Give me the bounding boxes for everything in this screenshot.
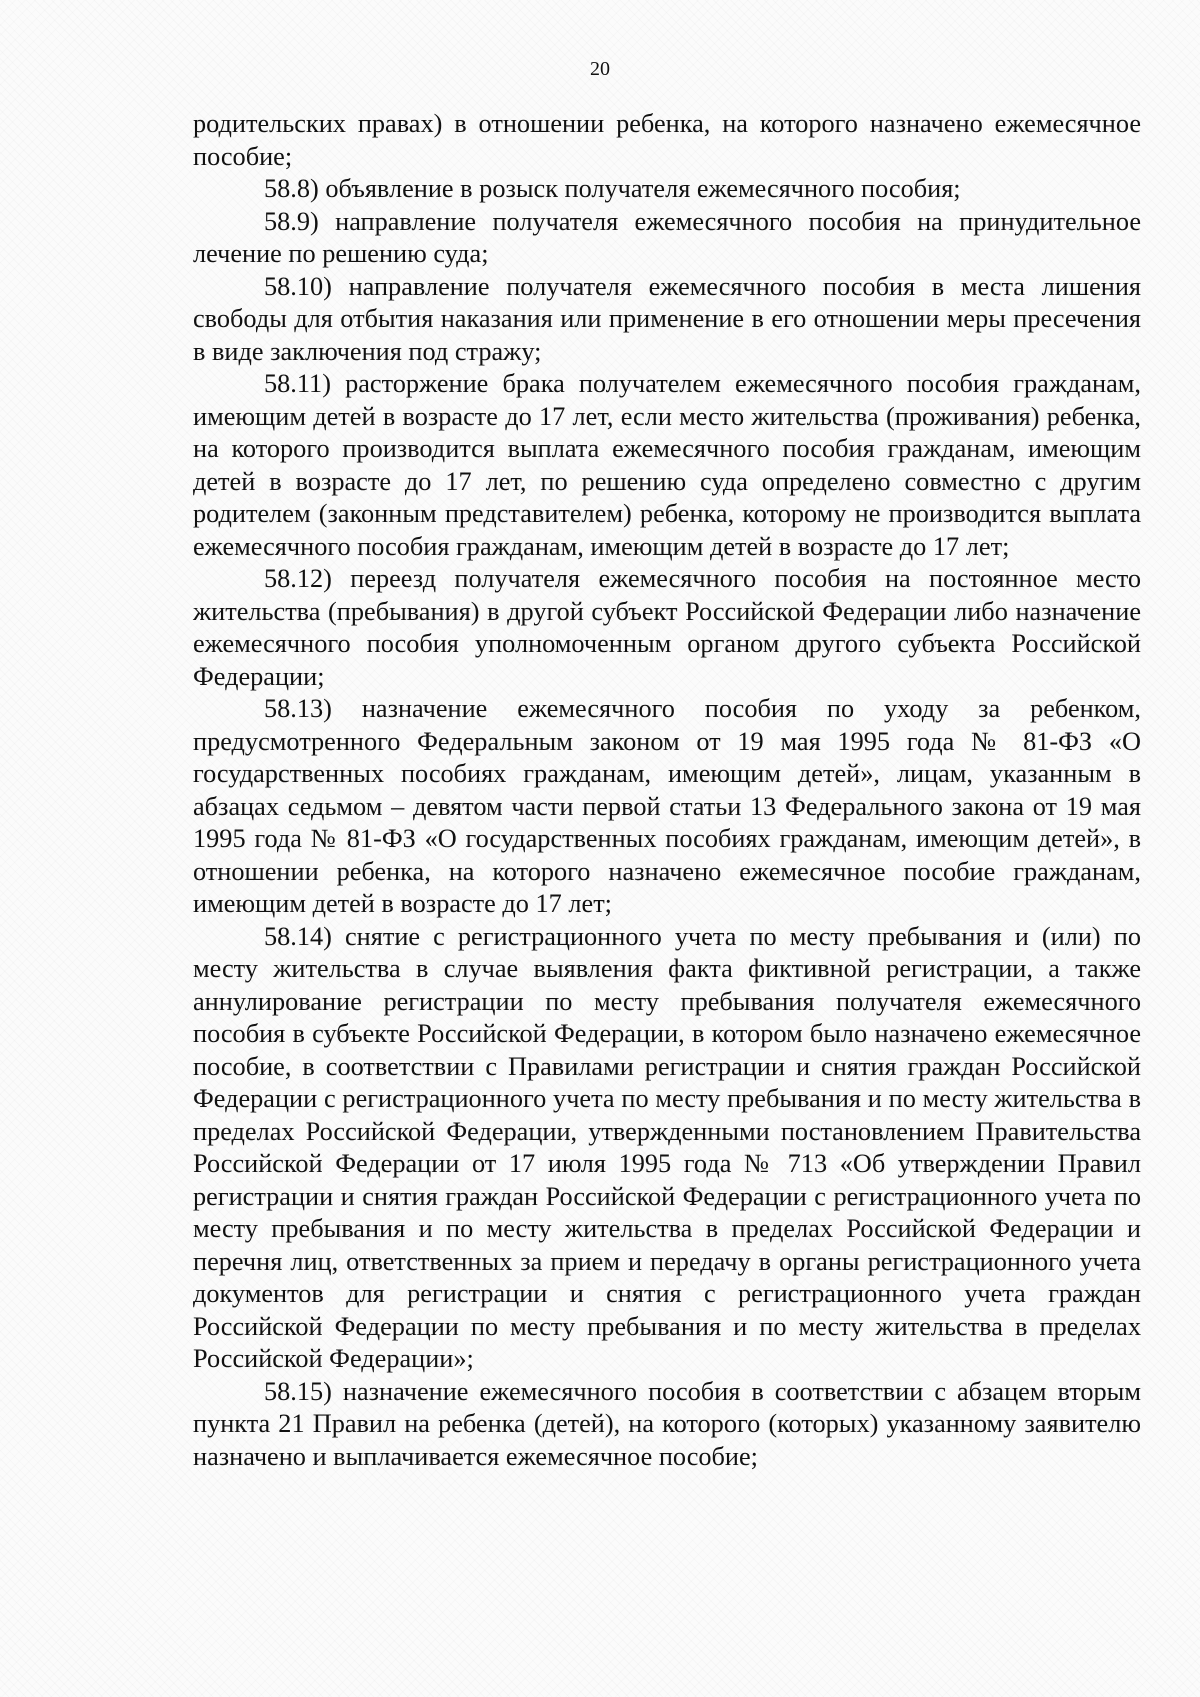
paragraph-58-13: 58.13) назначение ежемесячного пособия по уходу за ребенком, предусмотренного Федеральным законом от 19 мая 1995 года № 81-ФЗ «О государственных пособиях гражданам, имеющим детей», лицам, указанным в абзацах седьмом – девятом части первой статьи 13 Федерального закона от 19 мая 1995 года № 81-ФЗ «О государственных пособиях гражданам, имеющим детей», в отношении ребенка, на которого назначено ежемесячное пособие гражданам, имеющим детей в возрасте до 17 лет; [193,694,1141,918]
paragraph-58-9: 58.9) направление получателя ежемесячного пособия на принудительное лечение по решению суда; [193,206,1141,268]
page-number: 20 [590,58,610,80]
paragraph-58-8: 58.8) объявление в розыск получателя ежемесячного пособия; [264,174,961,203]
paragraph-58-12: 58.12) переезд получателя ежемесячного пособия на постоянное место жительства (пребывания) в другой субъект Российской Федерации либо назначение ежемесячного пособия уполномоченным органом другого субъекта Российской Федерации; [193,564,1141,691]
document-body [193,108,1141,1473]
paragraph-58-15: 58.15) назначение ежемесячного пособия в соответствии с абзацем вторым пункта 21 Правил на ребенка (детей), на которого (которых) указанному заявителю назначено и выплачивается ежемесячное пособие; [193,1376,1141,1471]
paragraph-continuation: родительских правах) в отношении ребенка, на которого назначено ежемесячное пособие; [193,109,1141,171]
paragraph-58-10: 58.10) направление получателя ежемесячного пособия в места лишения свободы для отбытия наказания или применение в его отношении меры пресечения в виде заключения под стражу; [193,271,1141,366]
paragraph-58-11: 58.11) расторжение брака получателем ежемесячного пособия гражданам, имеющим детей в возрасте до 17 лет, если место жительства (проживания) ребенка, на которого производится выплата ежемесячного пособия гражданам, имеющим детей в возрасте до 17 лет, по решению суда определено совместно с другим родителем (законным представителем) ребенка, которому не производится выплата ежемесячного пособия гражданам, имеющим детей в возрасте до 17 лет; [193,369,1141,561]
paragraph-58-14: 58.14) снятие с регистрационного учета по месту пребывания и (или) по месту жительства в случае выявления факта фиктивной регистрации, а также аннулирование регистрации по месту пребывания получателя ежемесячного пособия в субъекте Российской Федерации, в котором было назначено ежемесячное пособие, в соответствии с Правилами регистрации и снятия граждан Российской Федерации с регистрационного учета по месту пребывания и по месту жительства в пределах Российской Федерации, утвержденными постановлением Правительства Российской Федерации от 17 июля 1995 года № 713 «Об утверждении Правил регистрации и снятия граждан Российской Федерации с регистрационного учета по месту пребывания и по месту жительства в пределах Российской Федерации и перечня лиц, ответственных за прием и передачу в органы регистрационного учета документов для регистрации и снятия с регистрационного учета граждан Российской Федерации по месту пребывания и по месту жительства в пределах Российской Федерации»; [193,921,1141,1373]
